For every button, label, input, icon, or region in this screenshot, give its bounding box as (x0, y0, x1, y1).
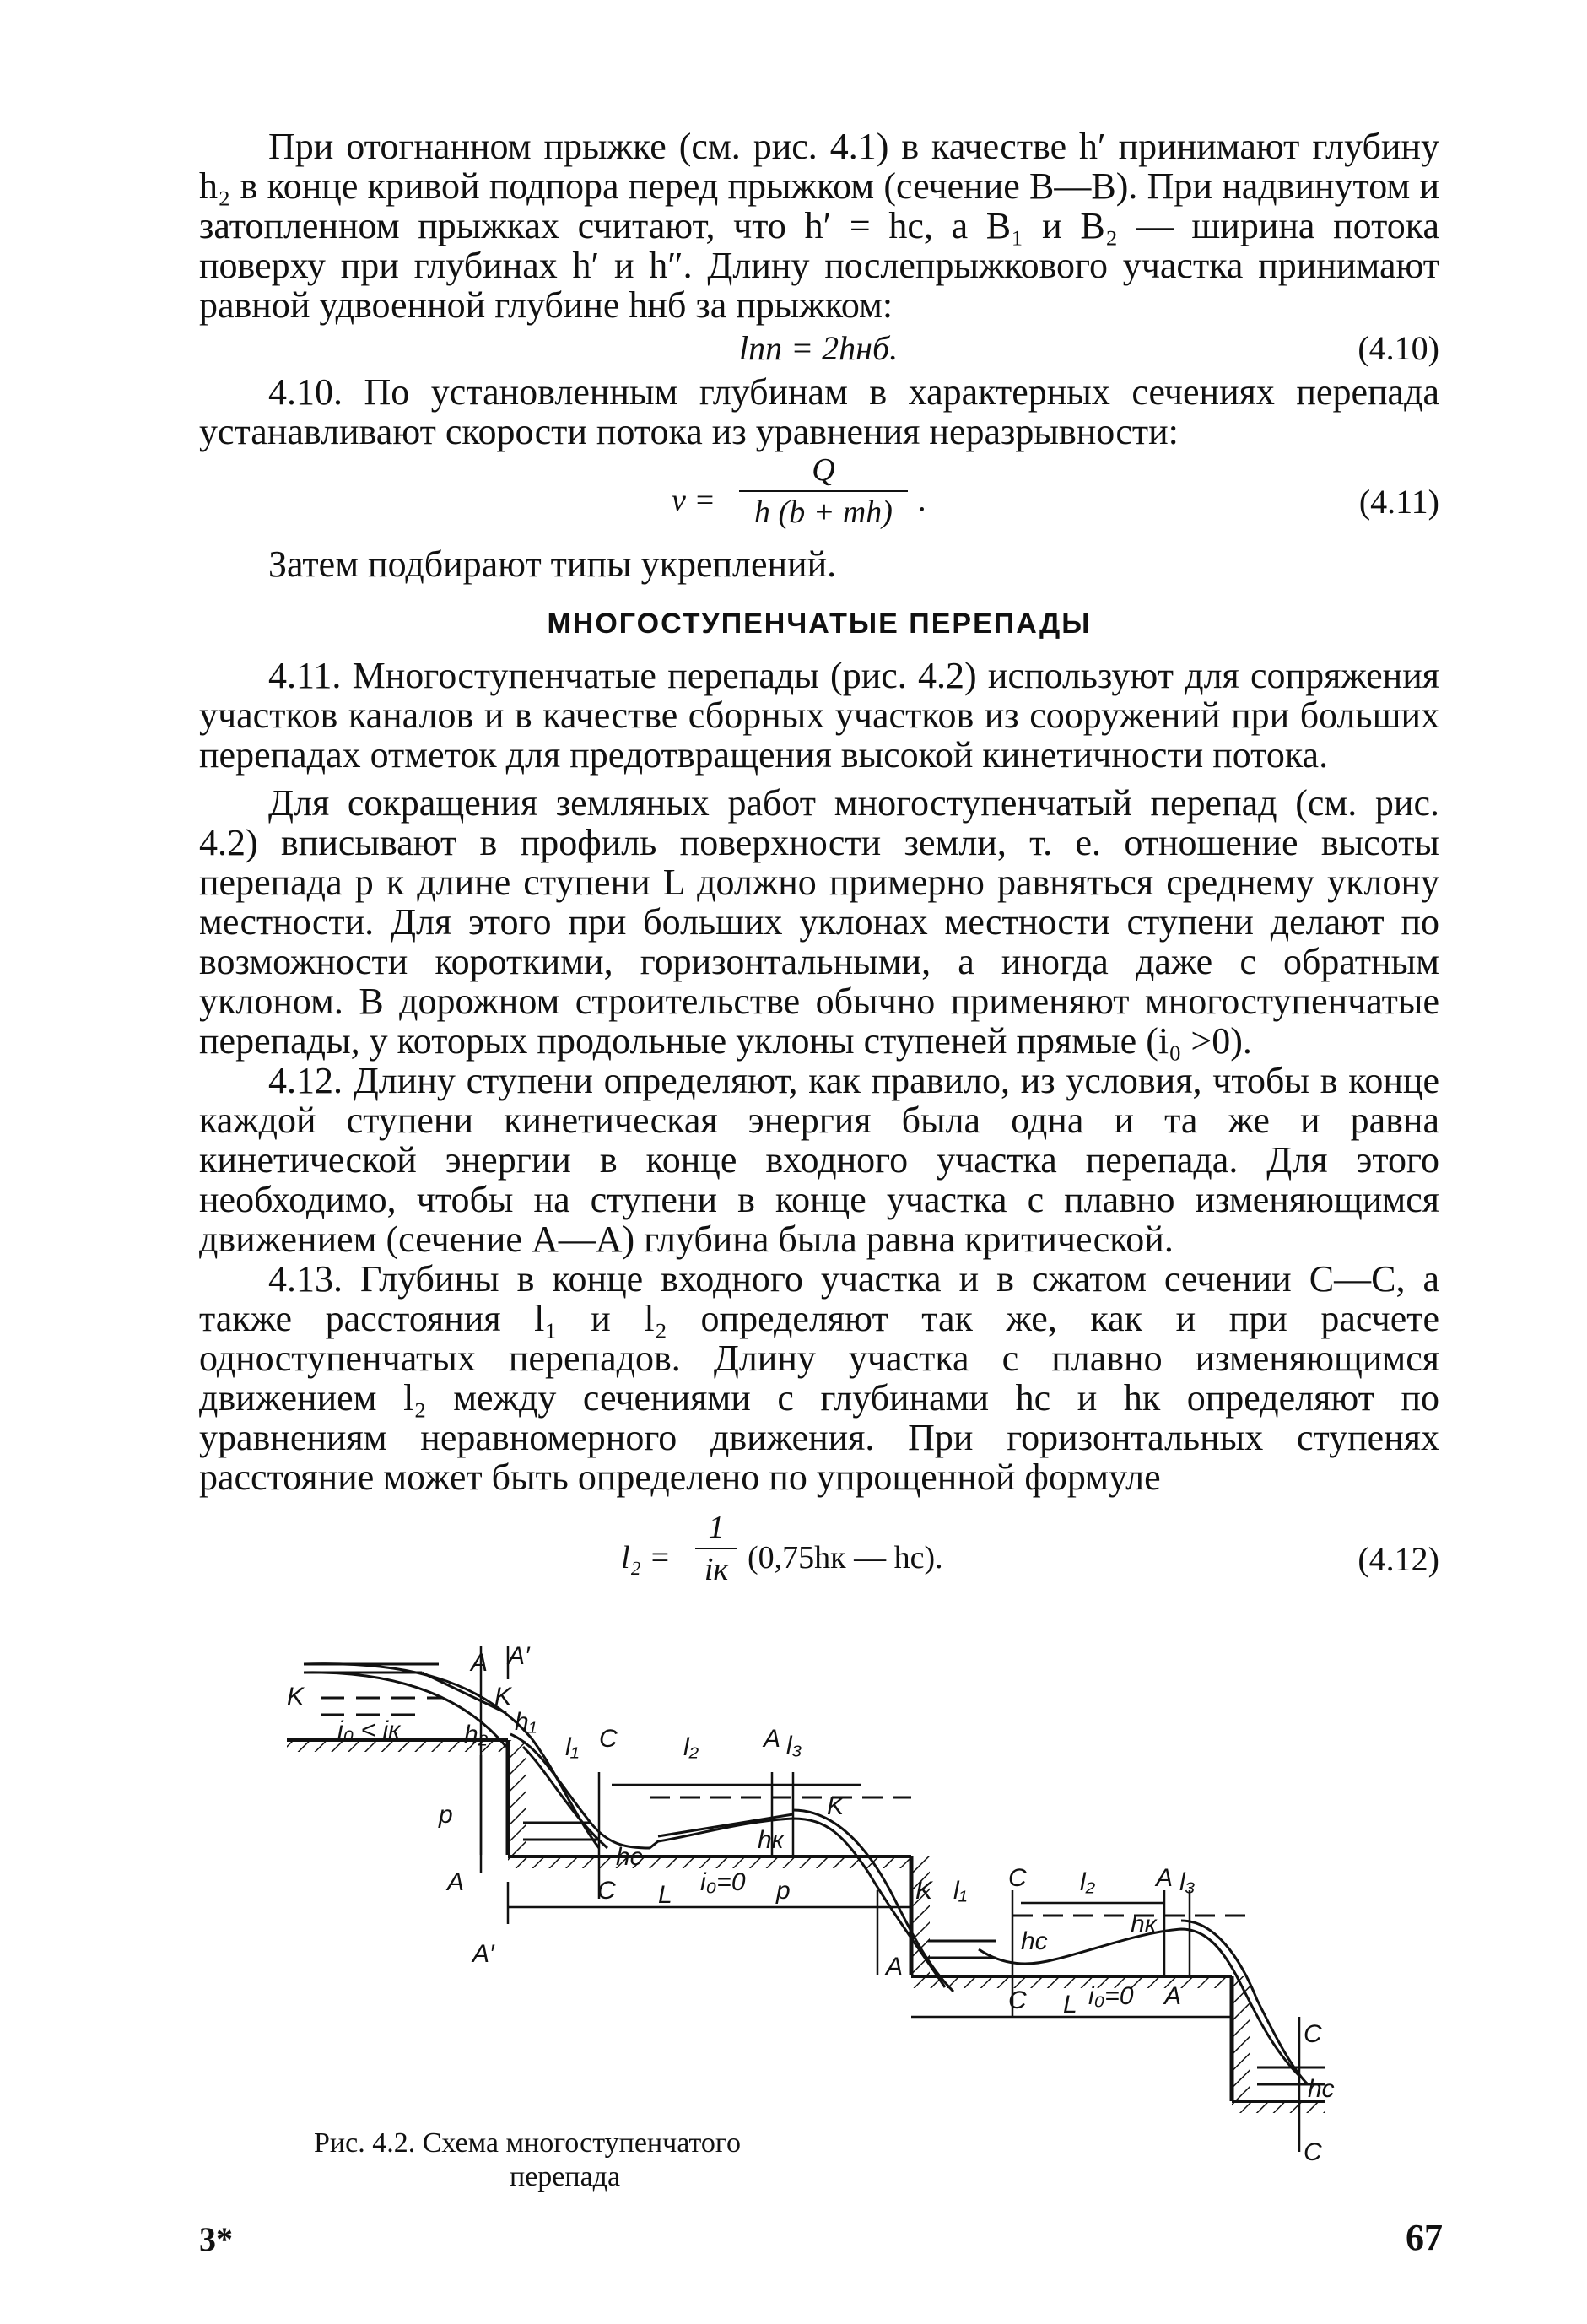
label-A-top: A (471, 1649, 489, 1677)
label-hc-right: hc (1308, 2075, 1335, 2103)
formula-4-12-lhs: l₂ = (621, 1540, 671, 1575)
label-K-first-step: K (827, 1792, 845, 1820)
label-C-second-bottom: C (1008, 1986, 1027, 2014)
text-block (199, 127, 1439, 1602)
figure-multistep-drop (287, 1646, 1409, 2186)
figure-diagram (287, 1646, 1409, 2186)
formula-4-11-rest: . (918, 483, 926, 518)
label-C-right-bottom: C (1304, 2138, 1322, 2166)
paragraph-7: 4.13. Глубины в конце входного участка и в сжатом сечении C—C, а также расстояния l₁ и l₂ определяют так же, как и при расчете одноступенчатых перепадов. Длину участка с плавно изменяющимся движением l₂ между сечениями с глубинами hc и hк определяют по уравнениям неравномерного движения. При горизонтальных ступенях расстояние может быть определено по упрощенной формуле (199, 1258, 1439, 1498)
label-l3-first: l₃ (786, 1732, 802, 1759)
label-A-prime-lower: A′ (472, 1940, 494, 1968)
formula-4-12 (199, 1509, 1439, 1602)
label-hc-second: hc (1021, 1927, 1048, 1955)
formula-4-12-fraction (695, 1509, 737, 1588)
section-heading: МНОГОСТУПЕНЧАТЫЕ ПЕРЕПАДЫ (547, 608, 1092, 640)
formula-4-11-fraction (739, 451, 908, 531)
label-L-first: L (658, 1881, 672, 1909)
caption-line-1: Рис. 4.2. Схема многоступенчатого (314, 2127, 741, 2159)
label-C-first-bottom: C (597, 1877, 616, 1905)
paragraph-6: 4.12. Длину ступени определяют, как правило, из условия, чтобы в конце каждой ступени кинетическая энергия была одна и та же и равна кинетической энергии в конце входного участка перепада. Для этого необходимо, чтобы на ступени в конце участка с плавно изменяющимся движением (сечение A—A) глубина была равна критической. (199, 1060, 1439, 1260)
label-A-third: A (1164, 1982, 1182, 2010)
paragraph-2: 4.10. По установленным глубинам в характерных сечениях перепада устанавливают скорости потока из уравнения неразрывности: (199, 371, 1439, 452)
paragraph-4: 4.11. Многоступенчатые перепады (рис. 4.2) используют для сопряжения участков каналов и в качестве сборных участков из сооружений при больших перепадах отметок для предотвращения высокой кинетичности потока. (199, 655, 1439, 776)
label-p-second: p (776, 1877, 791, 1905)
label-i0-zero-second: i₀=0 (1088, 1982, 1134, 2010)
caption-line-2: перепада (510, 2161, 621, 2192)
formula-4-12-denominator: iк (704, 1552, 729, 1587)
formula-4-11-numerator: Q (739, 451, 908, 492)
formula-4-12-rest: (0,75hк — hc). (748, 1540, 943, 1575)
formula-4-10-number: (4.10) (1358, 329, 1439, 367)
label-hc-first: hc (616, 1843, 643, 1871)
formula-4-10-expression: lпп = 2hнб. (739, 329, 899, 367)
paragraph-3: Затем подбирают типы укреплений. (268, 543, 837, 585)
label-A-left: A (447, 1868, 465, 1896)
label-i0-lt-ik: i₀ < iк (337, 1716, 401, 1744)
label-C-right-top: C (1304, 2020, 1322, 2048)
formula-4-10 (199, 325, 1439, 372)
label-K-left: K (287, 1683, 305, 1711)
label-hk-second: hк (1131, 1911, 1157, 1938)
page-number: 67 (1406, 2217, 1443, 2258)
formula-4-11-number: (4.11) (1358, 483, 1439, 521)
formula-4-12-number: (4.12) (1358, 1540, 1439, 1578)
label-C-second-top: C (1008, 1864, 1027, 1892)
label-i0-zero-first: i₀=0 (700, 1868, 746, 1896)
label-h2: h₂ (464, 1721, 489, 1748)
formula-4-11-denominator: h (b + mh) (754, 495, 893, 530)
label-h1: h₁ (515, 1708, 537, 1736)
paragraph-5: Для сокращения земляных работ многоступенчатый перепад (см. рис. 4.2) вписывают в профиль поверхности земли, т. е. отношение высоты перепада p к длине ступени L должно примерно равняться среднему уклону местности. Для этого при больших уклонах местности ступени делают по возможности короткими, горизонтальными, а иногда даже с обратным уклоном. В дорожном строительстве обычно применяют многоступенчатые перепады, у которых продольные уклоны ступеней прямые (i₀ >0). (199, 782, 1439, 1062)
label-A-second-step: A (1156, 1864, 1174, 1892)
figure-caption (314, 2127, 871, 2194)
label-l1-second: l₁ (953, 1877, 968, 1905)
label-l2-second: l₂ (1080, 1868, 1096, 1896)
label-p-first: p (439, 1801, 453, 1829)
formula-4-11 (199, 451, 1439, 544)
label-K-upper: K (494, 1683, 512, 1711)
label-K-second-drop: K (915, 1877, 933, 1905)
signature-mark: 3* (199, 2220, 233, 2258)
label-l3-second: l₃ (1179, 1868, 1196, 1896)
formula-4-11-lhs: v = (672, 483, 716, 518)
label-C-first-top: C (599, 1725, 618, 1753)
label-l2-first: l₂ (683, 1733, 699, 1761)
label-l1-first: l₁ (565, 1733, 580, 1761)
label-hk-first: hк (758, 1826, 784, 1854)
formula-4-12-numerator: 1 (695, 1509, 737, 1549)
paragraph-1: При отогнанном прыжке (см. рис. 4.1) в качестве h′ принимают глубину h₂ в конце кривой подпора перед прыжком (сечение B—B). При надвинутом и затопленном прыжках считают, что h′ = hc, а B₁ и B₂ — ширина потока поверху при глубинах h′ и h″. Длину послепрыжкового участка принимают равной удвоенной глубине hнб за прыжком: (199, 126, 1439, 326)
label-A-prime-top: A′ (508, 1646, 530, 1670)
label-A-second-drop: A (886, 1953, 904, 1981)
label-L-second: L (1063, 1991, 1077, 2019)
label-A-first-step: A (764, 1725, 781, 1753)
